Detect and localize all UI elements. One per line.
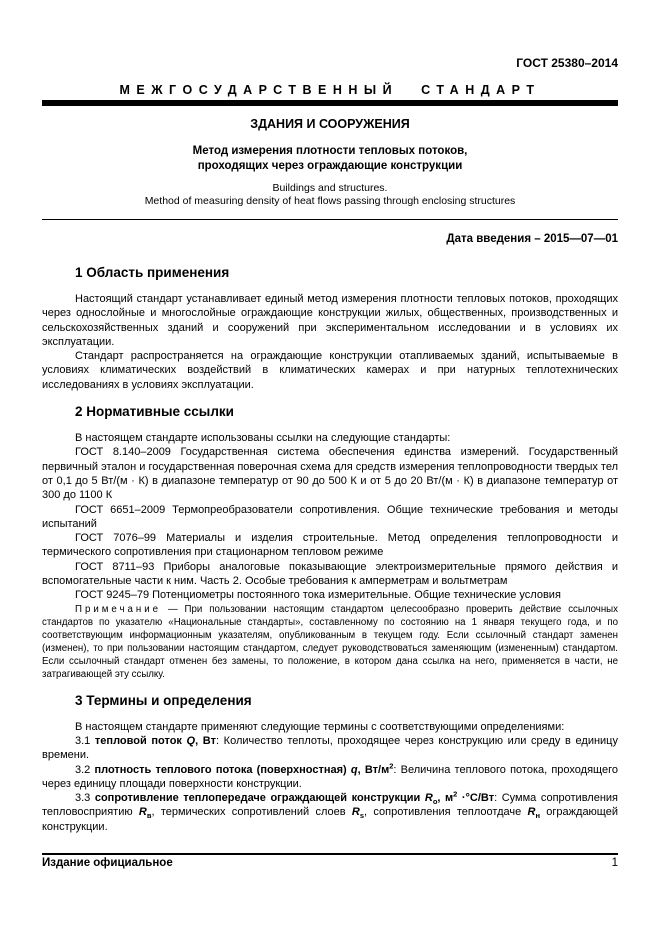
reference-item: ГОСТ 9245–79 Потенциометры постоянного тока измерительные. Общие технические условия	[75, 589, 561, 602]
term-definition-text: Величина теплового потока, проходящего через единицу площади поверхности конструкции.	[42, 763, 618, 790]
section-2-intro: В настоящем стандарте использованы ссылки на следующие стандарты:	[75, 432, 451, 445]
term-symbol: R	[527, 806, 536, 819]
term-symbol: R	[351, 806, 360, 819]
section-3-heading: 3 Термины и определения	[75, 692, 252, 708]
subtitle-ru-line1: Метод измерения плотности тепловых потоков,	[192, 145, 468, 157]
term-number: 3.2	[75, 763, 95, 776]
title-en-line1: Buildings and structures.	[272, 182, 388, 194]
term-definition-3-2: 3.2 плотность теплового потока (поверхностная) q, $Вт/м^2$: Величина теплового потока, проходящего через единицу площади поверхности конструкции.	[42, 760, 618, 790]
reference-item: ГОСТ 8711–93 Приборы аналоговые показывающие электроизмерительные прямого действия и вспомогательные части к ним. Часть 2. Особые требования к амперметрам и вольтметрам	[42, 560, 618, 588]
page-footer	[42, 853, 618, 869]
term-definition-3-1: 3.1 тепловой поток Q, Вт: Количество теплоты, проходящее через конструкцию или среду в единицу времени.	[42, 734, 618, 762]
standard-type-label: МЕЖГОСУДАРСТВЕННЫЙ СТАНДАРТ	[119, 83, 541, 97]
subtitle-ru-line2: проходящих через ограждающие конструкции	[197, 160, 463, 172]
term-definition-text: Количество теплоты, проходящее через конструкцию или среду в единицу времени.	[42, 734, 618, 762]
effective-date: Дата введения – 2015—07—01	[446, 233, 618, 245]
reference-item: ГОСТ 7076–99 Материалы и изделия строительные. Метод определения теплопроводности и термического сопротивления при стационарном тепловом режиме	[42, 532, 618, 559]
reference-item: ГОСТ 6651–2009 Термопреобразователи сопротивления. Общие технические требования и методы испытаний	[42, 503, 618, 530]
term-unit: , Вт/м	[357, 763, 390, 776]
term-symbol: Q	[186, 734, 196, 747]
term-definition-text: Сумма сопротивления тепловосприятию	[42, 792, 618, 819]
section-1-heading: 1 Область применения	[75, 265, 230, 280]
reference-item: ГОСТ 8.140–2009 Государственная система обеспечения единства измерений. Государственный первичный эталон и государственная поверочная схема для средств измерения теплопроводности твердых тел от 0,1 до 5 Вт/(м · К) в диапазоне температур от 90 до 500 К и от 5 до 20 Вт/(м · К) в диапазоне температур от 300 до 1100 К	[42, 446, 618, 502]
edition-label: Издание официальное	[42, 857, 173, 869]
note-text: — При пользовании настоящим стандартом целесообразно проверить действие ссылочных стандартов по указателю «Национальные стандарты», составленному по состоянию на 1 января текущего года, и по соответствующим информационным указателям, опубликованным в текущем году. Если ссылочный стандарт заменен (изменен), то при пользовании настоящим стандартом, следует руководствоваться заменяющим (измененным) стандартом. Если ссылочный стандарт отменен без замены, то положение, в котором дана ссылка на него, применяется в части, не затрагивающей эту ссылку.	[42, 603, 618, 680]
term-symbol: R	[138, 806, 147, 819]
note-paragraph	[42, 603, 618, 681]
term-unit: , Вт	[195, 734, 216, 747]
doc-number: ГОСТ 25380–2014	[516, 56, 618, 70]
header-divider	[42, 219, 618, 220]
title-en-line2: Method of measuring density of heat flows passing through enclosing structures	[144, 195, 516, 207]
term-symbol: q	[350, 763, 358, 776]
footer-rule	[42, 853, 618, 855]
term-name: плотность теплового потока (поверхностная)	[94, 763, 351, 776]
term-definition-3-3: 3.3 сопротивление теплопередаче ограждающей конструкции $R_о$, $м^2 \cdot^\circ С/Вт$: Сумма сопротивления тепловосприятию $R_в$, термических сопротивлений слоев $R_s$, сопротивления теплоотдаче $R_н$ ограждающей конструкции.	[42, 789, 618, 833]
document-title-en	[42, 182, 618, 208]
term-number: 3.1	[75, 734, 95, 747]
document-title-ru: ЗДАНИЯ И СООРУЖЕНИЯ	[250, 117, 410, 131]
page-number: 1	[611, 857, 618, 869]
term-name: тепловой поток	[94, 734, 187, 747]
note-label: Примечание	[75, 603, 162, 615]
term-symbol: R	[424, 792, 433, 805]
section-1-paragraph-2: Стандарт распространяется на ограждающие конструкции отапливаемых зданий, испытываемые в условиях климатических воздействий в климатических камерах и при натурных теплотехнических исследованиях в условиях эксплуатации.	[42, 350, 618, 391]
document-subtitle-ru	[42, 144, 618, 174]
term-number: 3.3	[75, 792, 95, 805]
section-1-paragraph-1: Настоящий стандарт устанавливает единый метод измерения плотности тепловых потоков, проходящих через однослойные и многослойные ограждающие конструкции жилых, общественных, производственных и сельскохозяйственных зданий и сооружений при экспериментальном исследовании и в условиях их эксплуатации.	[42, 293, 618, 348]
header-bar	[42, 100, 618, 106]
section-3-intro: В настоящем стандарте применяют следующие термины с соответствующими определениями:	[75, 720, 565, 733]
term-unit: , м	[437, 792, 454, 805]
section-2-heading: 2 Нормативные ссылки	[75, 404, 234, 420]
term-name: сопротивление теплопередаче ограждающей конструкции	[94, 792, 425, 805]
